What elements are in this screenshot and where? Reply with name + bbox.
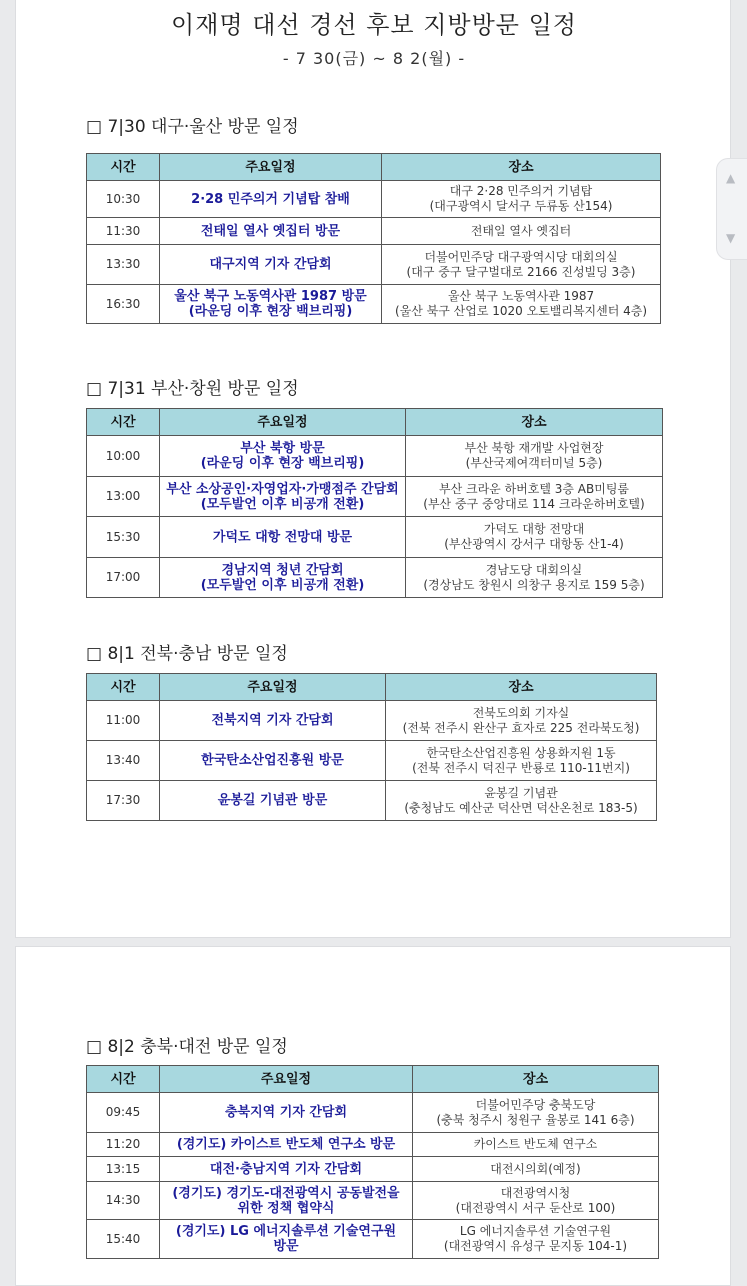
time-cell: 11:00 [87, 701, 160, 741]
section-title-0730: □ 7|30 대구·울산 방문 일정 [86, 117, 299, 137]
table-row [87, 741, 657, 781]
schedule-table-0731 [86, 408, 663, 598]
event-cell: 대전·충남지역 기자 간담회 [160, 1157, 413, 1182]
time-cell: 16:30 [87, 285, 160, 324]
place-cell: 더불어민주당 대구광역시당 대회의실 (대구 중구 달구벌대로 2166 진성빌딩 3층) [382, 245, 661, 285]
document-subtitle: - 7 30(금) ~ 8 2(월) - [282, 49, 466, 68]
document-page-2 [15, 946, 731, 1286]
place-cell: 더불어민주당 충북도당 (충북 청주시 청원구 율봉로 141 6층) [413, 1093, 659, 1133]
col-header-event: 주요일정 [160, 1066, 413, 1093]
time-cell: 09:45 [87, 1093, 160, 1133]
col-header-event: 주요일정 [160, 154, 382, 181]
col-header-time: 시간 [87, 674, 160, 701]
place-cell: 대전시의회(예정) [413, 1157, 659, 1182]
table-row [87, 181, 661, 218]
event-cell: (경기도) LG 에너지솔루션 기술연구원 방문 [160, 1220, 413, 1259]
time-cell: 11:30 [87, 218, 160, 245]
place-cell: 대구 2·28 민주의거 기념탑 (대구광역시 달서구 두류동 산154) [382, 181, 661, 218]
event-cell: 울산 북구 노동역사관 1987 방문 (라운딩 이후 현장 백브리핑) [160, 285, 382, 324]
col-header-event: 주요일정 [160, 674, 386, 701]
document-title: 이재명 대선 경선 후보 지방방문 일정 [171, 11, 577, 39]
time-cell: 10:00 [87, 436, 160, 477]
col-header-place: 장소 [406, 409, 663, 436]
table-row [87, 285, 661, 324]
event-cell: 전태일 열사 옛집터 방문 [160, 218, 382, 245]
col-header-event: 주요일정 [160, 409, 406, 436]
event-cell: 2·28 민주의거 기념탑 참배 [160, 181, 382, 218]
table-row [87, 245, 661, 285]
page-scroll-control[interactable] [716, 158, 747, 260]
chevron-up-icon[interactable]: ▲ [726, 171, 736, 185]
time-cell: 13:30 [87, 245, 160, 285]
chevron-down-icon[interactable]: ▼ [726, 231, 736, 245]
time-cell: 17:00 [87, 558, 160, 598]
col-header-place: 장소 [413, 1066, 659, 1093]
time-cell: 10:30 [87, 181, 160, 218]
time-cell: 13:40 [87, 741, 160, 781]
place-cell: 윤봉길 기념관 (충청남도 예산군 덕산면 덕산온천로 183-5) [386, 781, 657, 821]
table-row [87, 477, 663, 517]
time-cell: 13:00 [87, 477, 160, 517]
section-title-0731: □ 7|31 부산·창원 방문 일정 [86, 379, 299, 399]
place-cell: 가덕도 대항 전망대 (부산광역시 강서구 대항동 산1-4) [406, 517, 663, 558]
time-cell: 14:30 [87, 1182, 160, 1220]
place-cell: 한국탄소산업진흥원 상용화지원 1동 (전북 전주시 덕진구 반룡로 110-11번지) [386, 741, 657, 781]
section-title-0802: □ 8|2 충북·대전 방문 일정 [86, 1037, 288, 1057]
event-cell: (경기도) 경기도-대전광역시 공동발전을 위한 정책 협약식 [160, 1182, 413, 1220]
place-cell: 전북도의회 기자실 (전북 전주시 완산구 효자로 225 전라북도청) [386, 701, 657, 741]
table-row [87, 701, 657, 741]
schedule-table-0730 [86, 153, 661, 324]
document-page-1 [15, 0, 731, 938]
time-cell: 11:20 [87, 1133, 160, 1157]
table-row [87, 436, 663, 477]
table-row [87, 558, 663, 598]
place-cell: 카이스트 반도체 연구소 [413, 1133, 659, 1157]
event-cell: 부산 소상공인·자영업자·가맹점주 간담회 (모두발언 이후 비공개 전환) [160, 477, 406, 517]
event-cell: 경남지역 청년 간담회 (모두발언 이후 비공개 전환) [160, 558, 406, 598]
schedule-table-0801 [86, 673, 657, 821]
col-header-time: 시간 [87, 1066, 160, 1093]
event-cell: 대구지역 기자 간담회 [160, 245, 382, 285]
event-cell: (경기도) 카이스트 반도체 연구소 방문 [160, 1133, 413, 1157]
place-cell: 부산 크라운 하버호텔 3층 AB미팅룸 (부산 중구 중앙대로 114 크라운하버호텔) [406, 477, 663, 517]
event-cell: 부산 북항 방문 (라운딩 이후 현장 백브리핑) [160, 436, 406, 477]
col-header-place: 장소 [382, 154, 661, 181]
time-cell: 15:40 [87, 1220, 160, 1259]
table-row [87, 517, 663, 558]
table-row [87, 781, 657, 821]
place-cell: 대전광역시청 (대전광역시 서구 둔산로 100) [413, 1182, 659, 1220]
place-cell: 경남도당 대회의실 (경상남도 창원시 의창구 용지로 159 5층) [406, 558, 663, 598]
table-row [87, 1133, 659, 1157]
place-cell: 전태일 열사 옛집터 [382, 218, 661, 245]
event-cell: 전북지역 기자 간담회 [160, 701, 386, 741]
place-cell: 울산 북구 노동역사관 1987 (울산 북구 산업로 1020 오토밸리복지센터 4층) [382, 285, 661, 324]
place-cell: LG 에너지솔루션 기술연구원 (대전광역시 유성구 문지동 104-1) [413, 1220, 659, 1259]
col-header-time: 시간 [87, 409, 160, 436]
event-cell: 충북지역 기자 간담회 [160, 1093, 413, 1133]
event-cell: 한국탄소산업진흥원 방문 [160, 741, 386, 781]
table-row [87, 218, 661, 245]
col-header-time: 시간 [87, 154, 160, 181]
col-header-place: 장소 [386, 674, 657, 701]
schedule-table-0802 [86, 1065, 659, 1259]
section-title-0801: □ 8|1 전북·충남 방문 일정 [86, 644, 288, 664]
event-cell: 가덕도 대항 전망대 방문 [160, 517, 406, 558]
table-row [87, 1182, 659, 1220]
table-row [87, 1093, 659, 1133]
time-cell: 15:30 [87, 517, 160, 558]
time-cell: 13:15 [87, 1157, 160, 1182]
table-row [87, 1157, 659, 1182]
place-cell: 부산 북항 재개발 사업현장 (부산국제여객터미널 5층) [406, 436, 663, 477]
table-row [87, 1220, 659, 1259]
time-cell: 17:30 [87, 781, 160, 821]
event-cell: 윤봉길 기념관 방문 [160, 781, 386, 821]
